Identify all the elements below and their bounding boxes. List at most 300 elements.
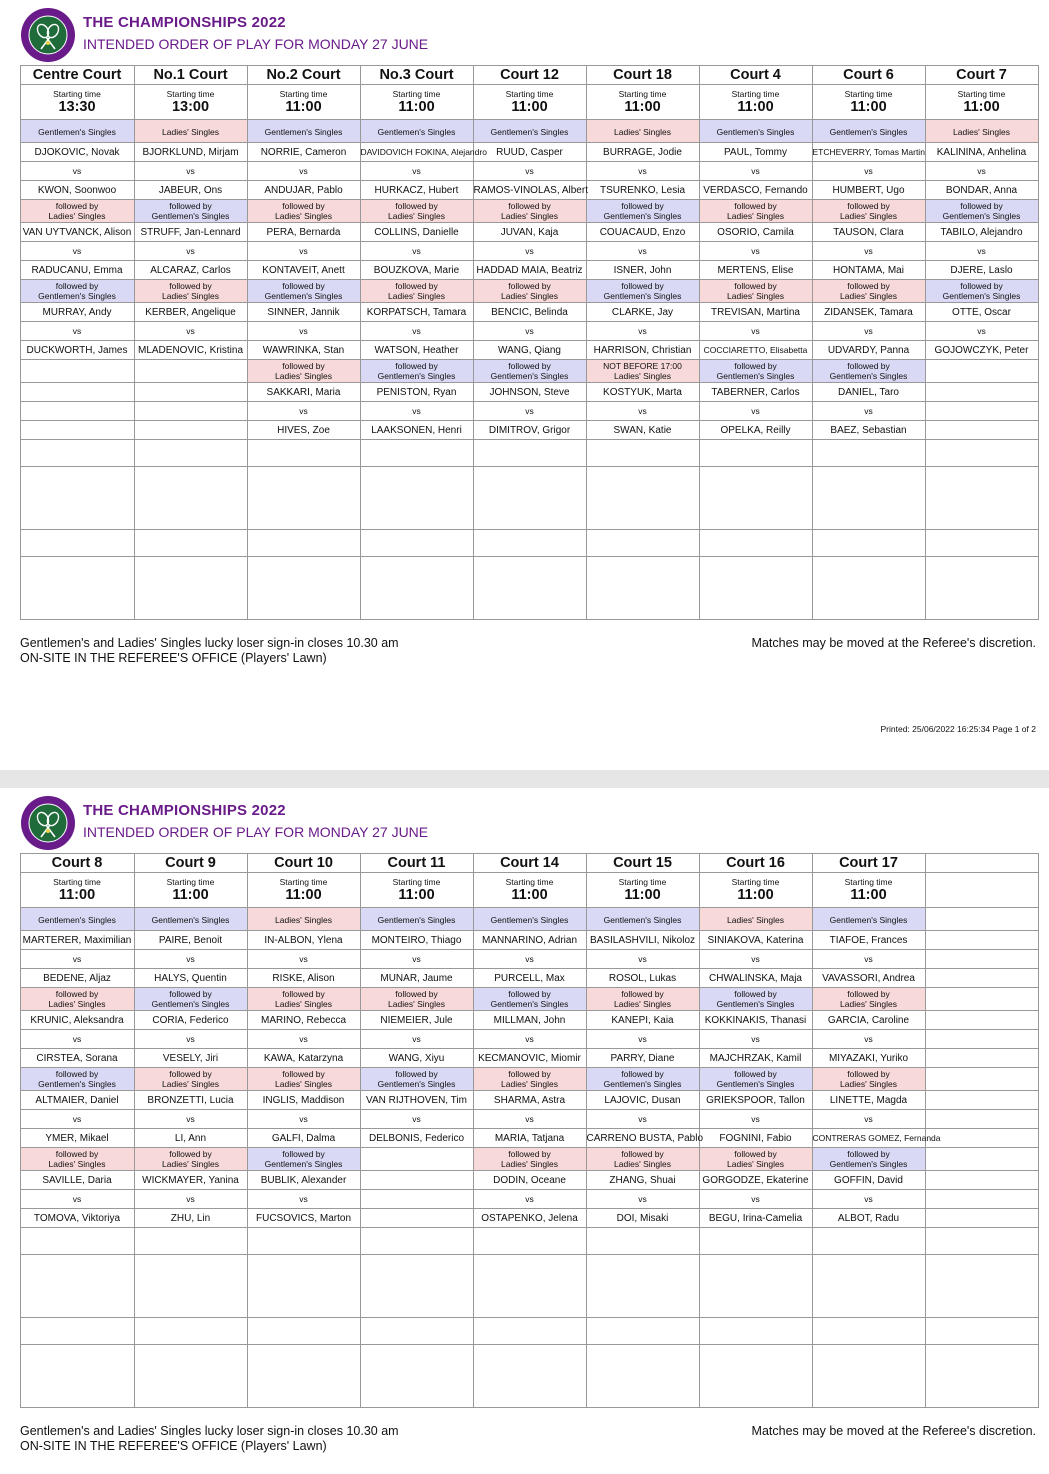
event-label: followed by: [282, 281, 325, 291]
start-time-cell: [473, 873, 586, 908]
event-label: Gentlemen's Singles: [377, 371, 456, 381]
empty-cell: [586, 557, 699, 620]
event-label: followed by: [395, 1069, 438, 1079]
versus-label: vs: [586, 1190, 699, 1209]
versus-label: vs: [134, 242, 247, 261]
player-2: HUMBERT, Ugo: [812, 181, 925, 200]
match-row: [20, 1148, 1038, 1171]
event-cell: [586, 280, 699, 303]
empty-cell: [699, 1255, 812, 1318]
versus-label: vs: [134, 1110, 247, 1129]
versus-label: vs: [247, 1030, 360, 1049]
event-cell: [812, 280, 925, 303]
event-label: followed by: [734, 201, 777, 211]
event-cell: [247, 360, 360, 383]
empty-cell: [20, 402, 134, 421]
player-1: KRUNIC, Aleksandra: [20, 1011, 134, 1030]
empty-cell: [925, 1011, 1038, 1030]
court-name: Court 17: [812, 854, 925, 873]
court-name: Court 18: [586, 66, 699, 85]
start-time-cell: [134, 85, 247, 120]
player-1: KERBER, Angelique: [134, 303, 247, 322]
match-row: [20, 1171, 1038, 1190]
event-label: Gentlemen's Singles: [490, 915, 569, 925]
empty-cell: [812, 1345, 925, 1408]
match-row: [20, 440, 1038, 467]
court-name: Court 6: [812, 66, 925, 85]
event-label: Gentlemen's Singles: [490, 127, 569, 137]
start-time-cell: [812, 85, 925, 120]
starting-time-value: 13:00: [171, 99, 210, 115]
starting-time-value: 11:00: [172, 887, 209, 903]
starting-time-value: 11:00: [285, 99, 322, 115]
player-2: ALCARAZ, Carlos: [134, 261, 247, 280]
court-name: Court 8: [20, 854, 134, 873]
event-label: followed by: [960, 281, 1003, 291]
event-label: followed by: [621, 989, 664, 999]
player-2: LI, Ann: [134, 1129, 247, 1148]
player-1: MARTERER, Maximilian: [20, 931, 134, 950]
empty-cell: [20, 557, 134, 620]
player-1: LINETTE, Magda: [812, 1091, 925, 1110]
versus-label: vs: [247, 402, 360, 421]
empty-cell: [20, 1318, 134, 1345]
versus-label: vs: [20, 242, 134, 261]
starting-time-value: 11:00: [850, 99, 887, 115]
player-2: CONTRERAS GOMEZ, Fernanda: [812, 1129, 925, 1148]
event-label: Ladies' Singles: [727, 291, 784, 301]
empty-cell: [925, 1228, 1038, 1255]
match-row: [20, 1228, 1038, 1255]
empty-cell: [925, 1345, 1038, 1408]
player-2: FOGNINI, Fabio: [699, 1129, 812, 1148]
player-1: BENCIC, Belinda: [473, 303, 586, 322]
player-1: PAUL, Tommy: [699, 143, 812, 162]
court-name: Court 11: [360, 854, 473, 873]
starting-time-value: 11:00: [398, 887, 435, 903]
event-label: followed by: [169, 201, 212, 211]
event-label: followed by: [621, 281, 664, 291]
empty-cell: [134, 1228, 247, 1255]
empty-cell: [925, 908, 1038, 931]
empty-cell: [586, 440, 699, 467]
empty-cell: [586, 1345, 699, 1408]
player-1: BRONZETTI, Lucia: [134, 1091, 247, 1110]
match-row: [20, 557, 1038, 620]
event-cell: [699, 988, 812, 1011]
event-cell: [134, 120, 247, 143]
event-label: Gentlemen's Singles: [716, 999, 795, 1009]
starting-time-value: 11:00: [285, 887, 322, 903]
match-row: [20, 120, 1038, 143]
page-title: THE CHAMPIONSHIPS 2022: [83, 14, 286, 31]
player-2: HURKACZ, Hubert: [360, 181, 473, 200]
event-label: followed by: [734, 1149, 777, 1159]
player-1: NORRIE, Cameron: [247, 143, 360, 162]
event-cell: [473, 988, 586, 1011]
versus-label: vs: [699, 242, 812, 261]
event-label: followed by: [395, 361, 438, 371]
event-label: Ladies' Singles: [162, 291, 219, 301]
empty-cell: [360, 1318, 473, 1345]
empty-cell: [586, 1255, 699, 1318]
starting-time-value: 11:00: [737, 99, 774, 115]
player-2: WANG, Qiang: [473, 341, 586, 360]
empty-cell: [134, 402, 247, 421]
event-label: followed by: [169, 1069, 212, 1079]
empty-cell: [925, 467, 1038, 530]
empty-cell: [812, 440, 925, 467]
event-label: Gentlemen's Singles: [829, 1159, 908, 1169]
event-label: Gentlemen's Singles: [38, 915, 116, 925]
player-2: PARRY, Diane: [586, 1049, 699, 1068]
player-2: FUCSOVICS, Marton: [247, 1209, 360, 1228]
player-1: IN-ALBON, Ylena: [247, 931, 360, 950]
start-time-cell: [699, 873, 812, 908]
match-row: [20, 1345, 1038, 1408]
player-2: DELBONIS, Federico: [360, 1129, 473, 1148]
match-row: [20, 530, 1038, 557]
versus-label: vs: [134, 322, 247, 341]
empty-cell: [925, 440, 1038, 467]
event-label: Gentlemen's Singles: [264, 127, 343, 137]
start-time-cell: [473, 85, 586, 120]
empty-cell: [134, 421, 247, 440]
player-1: SHARMA, Astra: [473, 1091, 586, 1110]
court-name: No.3 Court: [360, 66, 473, 85]
player-2: VAVASSORI, Andrea: [812, 969, 925, 988]
event-cell: [812, 908, 925, 931]
event-label: followed by: [734, 361, 777, 371]
versus-label: vs: [925, 322, 1038, 341]
event-label: Ladies' Singles: [501, 1159, 558, 1169]
versus-label: vs: [134, 950, 247, 969]
empty-cell: [20, 1345, 134, 1408]
event-cell: [925, 120, 1038, 143]
empty-cell: [247, 557, 360, 620]
empty-cell: [134, 360, 247, 383]
match-row: [20, 1190, 1038, 1209]
event-label: Gentlemen's Singles: [264, 291, 343, 301]
player-1: OSORIO, Camila: [699, 223, 812, 242]
event-label: Gentlemen's Singles: [38, 127, 116, 137]
player-2: HIVES, Zoe: [247, 421, 360, 440]
versus-label: vs: [20, 162, 134, 181]
event-label: Ladies' Singles: [614, 371, 671, 381]
empty-cell: [925, 1209, 1038, 1228]
player-2: ZHU, Lin: [134, 1209, 247, 1228]
player-1: TREVISAN, Martina: [699, 303, 812, 322]
page-separator: [0, 770, 1049, 788]
player-2: WANG, Xiyu: [360, 1049, 473, 1068]
player-1: PERA, Bernarda: [247, 223, 360, 242]
event-label: Gentlemen's Singles: [151, 999, 230, 1009]
court-name: Court 9: [134, 854, 247, 873]
match-row: [20, 143, 1038, 162]
empty-cell: [925, 1171, 1038, 1190]
empty-cell: [247, 440, 360, 467]
starting-time-value: 11:00: [624, 99, 661, 115]
event-cell: [586, 908, 699, 931]
versus-label: vs: [699, 322, 812, 341]
versus-label: vs: [247, 950, 360, 969]
starting-time-value: 11:00: [624, 887, 661, 903]
event-label: Gentlemen's Singles: [942, 211, 1021, 221]
match-row: [20, 181, 1038, 200]
player-2: MARIA, Tatjana: [473, 1129, 586, 1148]
start-time-cell: [20, 85, 134, 120]
referee-note: Matches may be moved at the Referee's discretion.: [751, 636, 1036, 650]
versus-label: vs: [360, 242, 473, 261]
event-label: followed by: [282, 361, 325, 371]
player-2: GOJOWCZYK, Peter: [925, 341, 1038, 360]
event-cell: [20, 120, 134, 143]
versus-label: vs: [360, 162, 473, 181]
event-label: Gentlemen's Singles: [377, 915, 456, 925]
starting-time-value: 11:00: [398, 99, 435, 115]
starting-time-label: Starting time: [618, 89, 667, 99]
match-row: [20, 383, 1038, 402]
event-label: followed by: [169, 989, 212, 999]
event-cell: [360, 200, 473, 223]
empty-cell: [473, 530, 586, 557]
starting-time-label: Starting time: [618, 877, 667, 887]
empty-cell: [699, 440, 812, 467]
versus-label: vs: [699, 1030, 812, 1049]
match-row: [20, 280, 1038, 303]
empty-cell: [20, 1255, 134, 1318]
player-2: HARRISON, Christian: [586, 341, 699, 360]
event-label: Ladies' Singles: [501, 211, 558, 221]
empty-cell: [134, 467, 247, 530]
event-label: followed by: [734, 1069, 777, 1079]
empty-cell: [699, 557, 812, 620]
player-2: OPELKA, Reilly: [699, 421, 812, 440]
start-time-row: [20, 873, 1038, 908]
onsite-note: ON-SITE IN THE REFEREE'S OFFICE (Players' Lawn): [20, 1439, 327, 1453]
starting-time-label: Starting time: [53, 877, 101, 887]
event-label: followed by: [621, 1149, 664, 1159]
player-1: SAVILLE, Daria: [20, 1171, 134, 1190]
empty-cell: [812, 530, 925, 557]
empty-cell: [360, 557, 473, 620]
versus-label: vs: [134, 162, 247, 181]
empty-cell: [473, 1345, 586, 1408]
player-2: YMER, Mikael: [20, 1129, 134, 1148]
empty-cell: [699, 1345, 812, 1408]
versus-label: vs: [20, 950, 134, 969]
event-cell: [360, 120, 473, 143]
empty-cell: [812, 467, 925, 530]
versus-label: vs: [699, 1190, 812, 1209]
versus-label: vs: [473, 402, 586, 421]
empty-cell: [473, 1318, 586, 1345]
event-cell: [20, 1148, 134, 1171]
versus-label: vs: [20, 1110, 134, 1129]
versus-label: vs: [812, 950, 925, 969]
page-subtitle: INTENDED ORDER OF PLAY FOR MONDAY 27 JUNE: [83, 824, 429, 840]
event-label: Ladies' Singles: [840, 291, 897, 301]
player-1: DANIEL, Taro: [812, 383, 925, 402]
event-cell: [473, 360, 586, 383]
empty-cell: [360, 530, 473, 557]
event-label: followed by: [169, 1149, 212, 1159]
event-label: Ladies' Singles: [840, 999, 897, 1009]
event-label: followed by: [395, 989, 438, 999]
empty-cell: [925, 950, 1038, 969]
event-label: Gentlemen's Singles: [377, 1079, 456, 1089]
event-label: followed by: [847, 201, 890, 211]
court-header-row: [20, 854, 1038, 873]
empty-cell: [360, 467, 473, 530]
event-cell: [134, 1148, 247, 1171]
player-1: KALININA, Anhelina: [925, 143, 1038, 162]
event-cell: [473, 120, 586, 143]
match-row: [20, 360, 1038, 383]
order-of-play-table: [20, 65, 1039, 620]
event-label: followed by: [847, 281, 890, 291]
event-label: Ladies' Singles: [275, 211, 332, 221]
player-1: ZIDANSEK, Tamara: [812, 303, 925, 322]
event-label: followed by: [395, 201, 438, 211]
player-1: RUUD, Casper: [473, 143, 586, 162]
empty-cell: [925, 1049, 1038, 1068]
match-row: [20, 1318, 1038, 1345]
event-cell: [360, 360, 473, 383]
player-1: DODIN, Oceane: [473, 1171, 586, 1190]
match-row: [20, 467, 1038, 530]
versus-label: vs: [20, 1030, 134, 1049]
versus-label: vs: [699, 402, 812, 421]
empty-cell: [247, 467, 360, 530]
starting-time-value: 11:00: [58, 887, 96, 903]
event-label: Gentlemen's Singles: [603, 915, 682, 925]
player-2: KAWA, Katarzyna: [247, 1049, 360, 1068]
empty-cell: [925, 1129, 1038, 1148]
player-2: BEDENE, Aljaz: [20, 969, 134, 988]
empty-cell: [247, 1228, 360, 1255]
starting-time-value: 11:00: [737, 887, 774, 903]
empty-cell: [134, 557, 247, 620]
versus-label: vs: [360, 950, 473, 969]
event-cell: [247, 200, 360, 223]
empty-cell: [925, 360, 1038, 383]
versus-label: vs: [925, 162, 1038, 181]
empty-cell: [586, 1318, 699, 1345]
start-time-cell: [812, 873, 925, 908]
player-2: RAMOS-VINOLAS, Albert: [473, 181, 586, 200]
empty-cell: [586, 1228, 699, 1255]
versus-label: vs: [699, 1110, 812, 1129]
versus-label: vs: [812, 1030, 925, 1049]
match-row: [20, 1030, 1038, 1049]
player-2: MIYAZAKI, Yuriko: [812, 1049, 925, 1068]
event-label: followed by: [282, 989, 325, 999]
match-row: [20, 162, 1038, 181]
empty-cell: [134, 1255, 247, 1318]
empty-cell: [473, 1255, 586, 1318]
empty-cell: [134, 1318, 247, 1345]
player-1: WICKMAYER, Yanina: [134, 1171, 247, 1190]
match-row: [20, 1255, 1038, 1318]
player-1: KOSTYUK, Marta: [586, 383, 699, 402]
empty-cell: [20, 383, 134, 402]
versus-label: vs: [812, 162, 925, 181]
empty-cell: [586, 530, 699, 557]
versus-label: vs: [473, 242, 586, 261]
versus-label: vs: [586, 322, 699, 341]
event-cell: [586, 200, 699, 223]
player-1: SINIAKOVA, Katerina: [699, 931, 812, 950]
player-2: MLADENOVIC, Kristina: [134, 341, 247, 360]
court-name: No.1 Court: [134, 66, 247, 85]
player-1: COUACAUD, Enzo: [586, 223, 699, 242]
versus-label: vs: [473, 322, 586, 341]
versus-label: vs: [20, 322, 134, 341]
player-1: ALTMAIER, Daniel: [20, 1091, 134, 1110]
event-label: Ladies' Singles: [162, 127, 219, 137]
court-name: No.2 Court: [247, 66, 360, 85]
player-2: RISKE, Alison: [247, 969, 360, 988]
versus-label: vs: [473, 162, 586, 181]
starting-time-label: Starting time: [279, 89, 328, 99]
event-cell: [812, 360, 925, 383]
empty-cell: [925, 402, 1038, 421]
event-label: followed by: [55, 1149, 99, 1159]
event-label: followed by: [508, 1149, 551, 1159]
start-time-cell: [360, 873, 473, 908]
empty-cell: [360, 440, 473, 467]
event-label: Ladies' Singles: [275, 999, 332, 1009]
event-cell: [586, 988, 699, 1011]
wimbledon-logo-icon: [20, 7, 76, 63]
match-row: [20, 1068, 1038, 1091]
event-label: followed by: [847, 1149, 890, 1159]
starting-time-label: Starting time: [844, 877, 893, 887]
match-row: [20, 1091, 1038, 1110]
starting-time-label: Starting time: [731, 877, 780, 887]
order-of-play-page-2: [0, 788, 1049, 1474]
event-label: Gentlemen's Singles: [490, 371, 569, 381]
player-2: ANDUJAR, Pablo: [247, 181, 360, 200]
player-1: OTTE, Oscar: [925, 303, 1038, 322]
match-row: [20, 969, 1038, 988]
player-1: PAIRE, Benoit: [134, 931, 247, 950]
event-cell: [134, 1068, 247, 1091]
court-name: Court 7: [925, 66, 1038, 85]
empty-cell: [20, 360, 134, 383]
event-label: followed by: [621, 1069, 664, 1079]
start-time-cell: [20, 873, 134, 908]
versus-label: vs: [586, 950, 699, 969]
empty-cell: [20, 421, 134, 440]
event-cell: [473, 200, 586, 223]
empty-cell: [925, 1148, 1038, 1171]
match-row: [20, 341, 1038, 360]
versus-label: vs: [134, 1030, 247, 1049]
event-label: Ladies' Singles: [275, 1079, 332, 1089]
player-1: KANEPI, Kaia: [586, 1011, 699, 1030]
player-1: MANNARINO, Adrian: [473, 931, 586, 950]
player-1: INGLIS, Maddison: [247, 1091, 360, 1110]
event-label: Ladies' Singles: [48, 211, 106, 221]
empty-cell: [925, 1110, 1038, 1129]
starting-time-label: Starting time: [505, 877, 554, 887]
empty-cell: [925, 557, 1038, 620]
player-1: LAJOVIC, Dusan: [586, 1091, 699, 1110]
event-cell: [20, 280, 134, 303]
event-label: followed by: [508, 989, 551, 999]
